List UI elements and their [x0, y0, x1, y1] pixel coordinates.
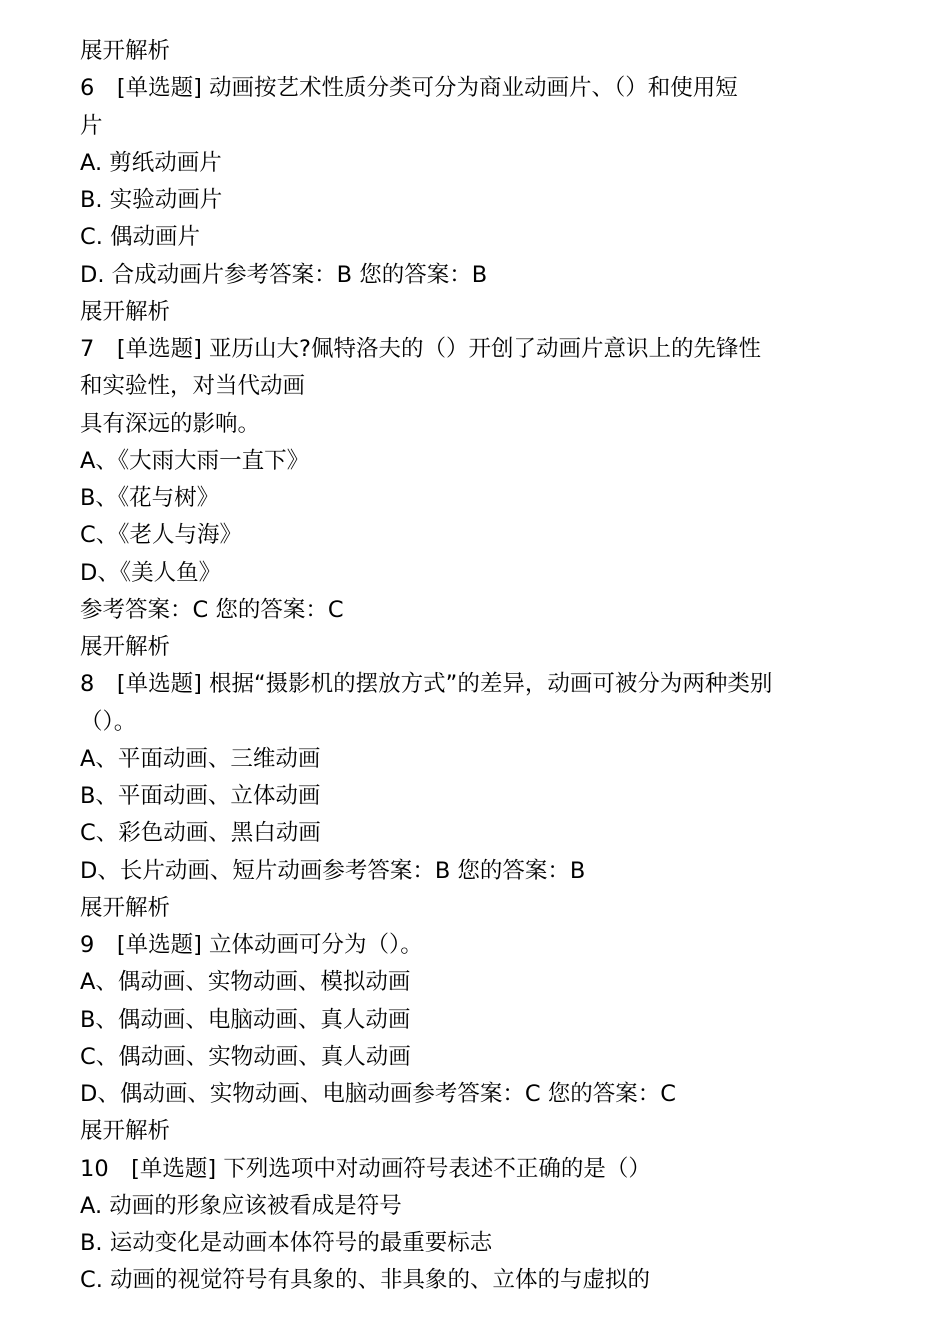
question-6-stem-continued: 片 — [80, 112, 103, 139]
question-9-option-c: C、偶动画、实物动画、真人动画 — [80, 1043, 411, 1070]
question-8-option-a: A、平面动画、三维动画 — [80, 745, 321, 772]
expand-analysis-link[interactable]: 展开解析 — [80, 894, 171, 921]
question-8-option-b: B、平面动画、立体动画 — [80, 783, 321, 809]
question-10-option-c: C. 动画的视觉符号有具象的、非具象的、立体的与虚拟的 — [80, 1267, 651, 1294]
question-7-option-c: C、《老人与海》 — [80, 522, 242, 549]
question-10-stem: 10 [单选题] 下列选项中对动画符号表述不正确的是（） — [80, 1155, 651, 1182]
question-6-option-a: A. 剪纸动画片 — [80, 149, 222, 176]
question-7-option-d: D、《美人鱼》 — [80, 559, 222, 586]
question-10-option-a: A. 动画的形象应该被看成是符号 — [80, 1192, 402, 1219]
question-6-option-d-with-answer: D. 合成动画片参考答案：B 您的答案：B — [80, 261, 488, 288]
document-body — [80, 33, 880, 1300]
question-7-option-b: B、《花与树》 — [80, 485, 220, 511]
question-8-stem-continued: （）。 — [80, 708, 137, 735]
question-9-option-a: A、偶动画、实物动画、模拟动画 — [80, 969, 411, 996]
expand-analysis-link[interactable]: 展开解析 — [80, 298, 171, 325]
question-7-stem: 7 [单选题] 亚历山大?佩特洛夫的（）开创了动画片意识上的先锋性 — [80, 336, 761, 362]
question-6-stem: 6 [单选题] 动画按艺术性质分类可分为商业动画片、（）和使用短 — [80, 75, 738, 102]
question-8-option-c: C、彩色动画、黑白动画 — [80, 820, 321, 847]
question-9-option-d-with-answer: D、偶动画、实物动画、电脑动画参考答案：C 您的答案：C — [80, 1081, 676, 1107]
question-8-stem: 8 [单选题] 根据“摄影机的摆放方式”的差异，动画可被分为两种类别 — [80, 671, 773, 698]
expand-analysis-link[interactable]: 展开解析 — [80, 634, 171, 660]
question-10-option-b: B. 运动变化是动画本体符号的最重要标志 — [80, 1230, 493, 1256]
question-9-stem: 9 [单选题] 立体动画可分为（）。 — [80, 932, 423, 958]
question-6-option-c: C. 偶动画片 — [80, 224, 201, 251]
expand-analysis-link[interactable]: 展开解析 — [80, 1118, 171, 1145]
question-6-option-b: B. 实验动画片 — [80, 187, 223, 213]
question-7-stem-continued: 和实验性，对当代动画 — [80, 373, 306, 400]
question-7-answer: 参考答案：C 您的答案：C — [80, 596, 344, 623]
question-8-option-d-with-answer: D、长片动画、短片动画参考答案：B 您的答案：B — [80, 857, 586, 884]
question-7-stem-continued: 具有深远的影响。 — [80, 410, 261, 437]
question-9-option-b: B、偶动画、电脑动画、真人动画 — [80, 1006, 411, 1033]
question-7-option-a: A、《大雨大雨一直下》 — [80, 447, 310, 474]
expand-analysis-link[interactable]: 展开解析 — [80, 38, 171, 64]
